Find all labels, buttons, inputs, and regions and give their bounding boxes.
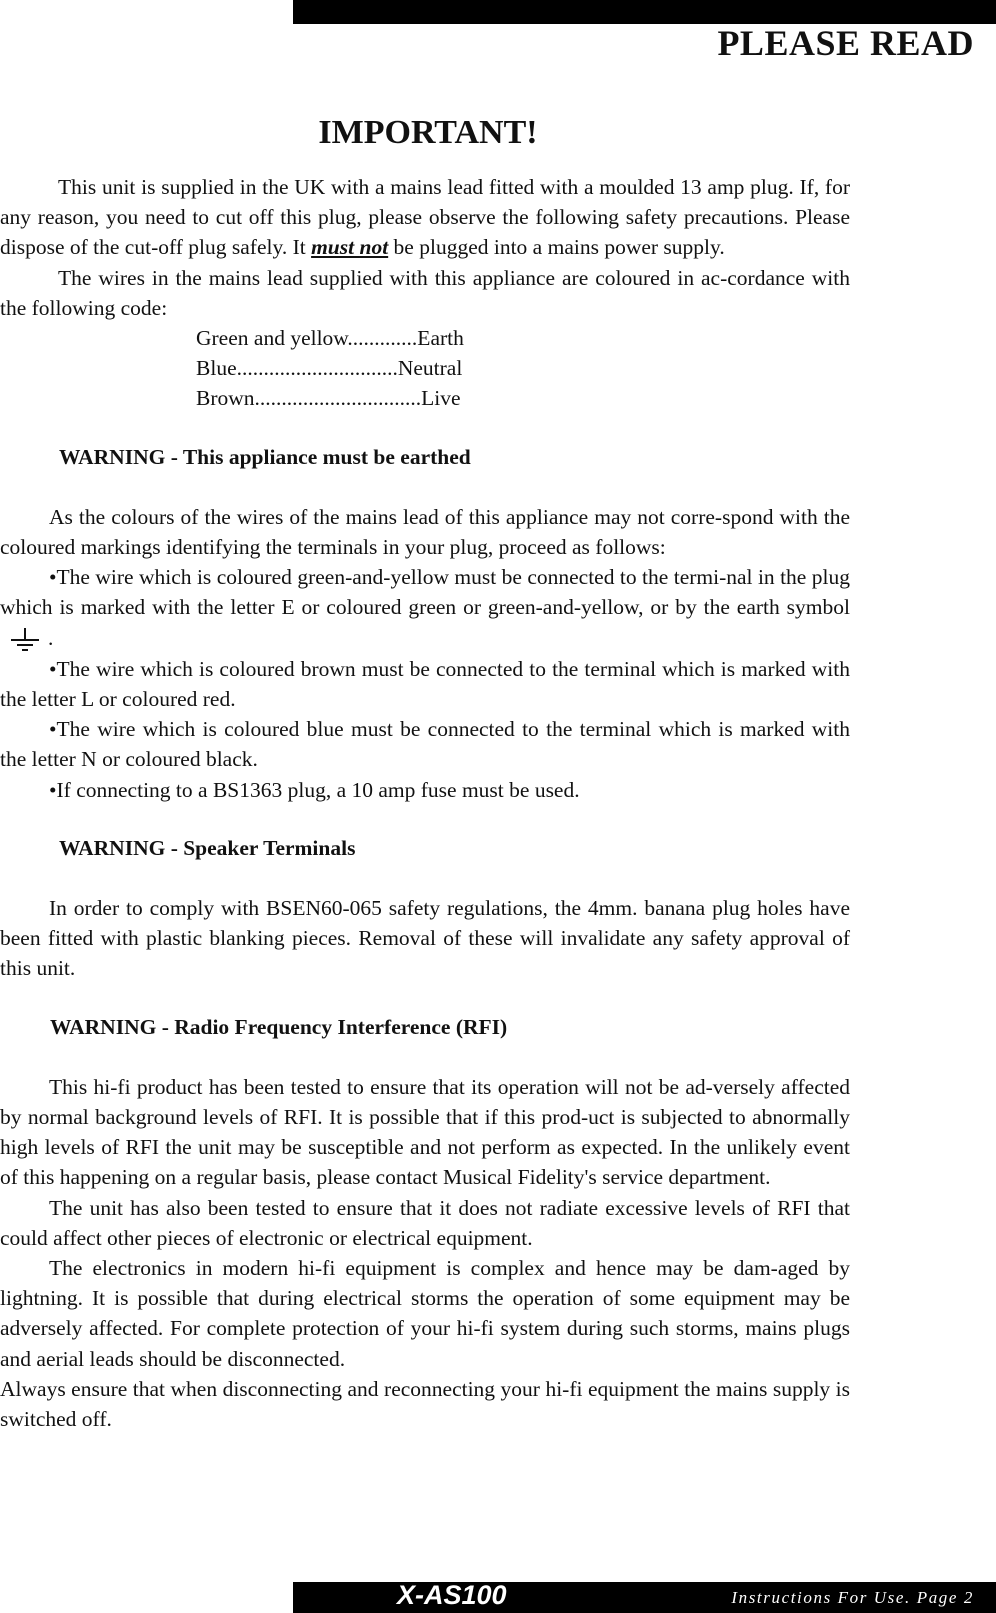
wire-code-live: Brown...............................Live	[196, 386, 461, 411]
emphasis-must: must	[311, 235, 360, 260]
intro-text-start: This unit is supplied in the UK with a mains lead fitted with a moulded 13 amp plug. If, for any reason, you need to cut off this plug, please observe the following safety precautions. Please dispose of the cut-off plug safely. It	[0, 175, 850, 260]
bullet-green-yellow-end: .	[48, 625, 54, 650]
intro-paragraph-1	[0, 172, 850, 263]
header-bar	[293, 0, 996, 24]
wire-code-neutral: Blue..............................Neutral	[196, 356, 463, 381]
footer-page-label: Instructions For Use. Page 2	[731, 1588, 974, 1607]
warning-rfi-heading: WARNING - Radio Frequency Interference (RFI)	[50, 1014, 508, 1039]
emphasis-not: not	[359, 235, 389, 260]
rfi-paragraph-2: The unit has also been tested to ensure that it does not radiate excessive levels of RFI that could affect other pieces of electronic or electrical equipment.	[0, 1195, 850, 1250]
wire-code-table	[0, 323, 850, 414]
bullet-fuse: •If connecting to a BS1363 plug, a 10 amp fuse must be used.	[49, 777, 580, 802]
bullet-green-yellow-text: •The wire which is coloured green-and-yellow must be connected to the termi-nal in the plug which is marked with the letter E or coloured green or green-and-yellow, or by the earth symbol	[0, 565, 850, 620]
intro-paragraph-2: The wires in the mains lead supplied with this appliance are coloured in ac-cordance with the following code:	[0, 265, 850, 320]
warning-earthed-heading: WARNING - This appliance must be earthed	[59, 444, 471, 469]
footer-model-name: X-AS100	[397, 1580, 507, 1610]
warning-speaker-heading: WARNING - Speaker Terminals	[59, 835, 356, 860]
page-title: PLEASE READ	[717, 23, 974, 63]
important-heading: IMPORTANT!	[318, 114, 538, 151]
bullet-blue: •The wire which is coloured blue must be connected to the terminal which is marked with the letter N or coloured black.	[0, 717, 850, 772]
intro-text-end: be plugged into a mains power supply.	[388, 235, 725, 260]
rfi-paragraph-1: This hi-fi product has been tested to ensure that its operation will not be ad-versely affected by normal background levels of RFI. It is possible that if this prod-uct is subjected to abnormally high levels of RFI the unit may be susceptible and not perform as expected. In the unlikely event of this happening on a regular basis, please contact Musical Fidelity's service department.	[0, 1074, 850, 1190]
rfi-paragraph-3: The electronics in modern hi-fi equipment is complex and hence may be dam-aged by lightning. It is possible that during electrical storms the operation of some equipment may be adversely affected. For complete protection of your hi-fi system during such storms, mains plugs and aerial leads should be disconnected.	[0, 1255, 850, 1371]
bullet-brown: •The wire which is coloured brown must be connected to the terminal which is marked with the letter L or coloured red.	[0, 656, 850, 711]
bullet-green-yellow	[0, 562, 850, 653]
rfi-paragraph-4: Always ensure that when disconnecting and reconnecting your hi-fi equipment the mains supply is switched off.	[0, 1376, 850, 1431]
wire-code-earth: Green and yellow.............Earth	[196, 326, 464, 351]
speaker-paragraph: In order to comply with BSEN60-065 safety regulations, the 4mm. banana plug holes have been fitted with plastic blanking pieces. Removal of these will invalidate any safety approval of this unit.	[0, 895, 850, 981]
earth-intro-paragraph: As the colours of the wires of the mains lead of this appliance may not corre-spond with the coloured markings identifying the terminals in your plug, proceed as follows:	[0, 504, 850, 560]
document-body	[0, 172, 850, 1434]
earth-ground-icon	[8, 626, 42, 654]
